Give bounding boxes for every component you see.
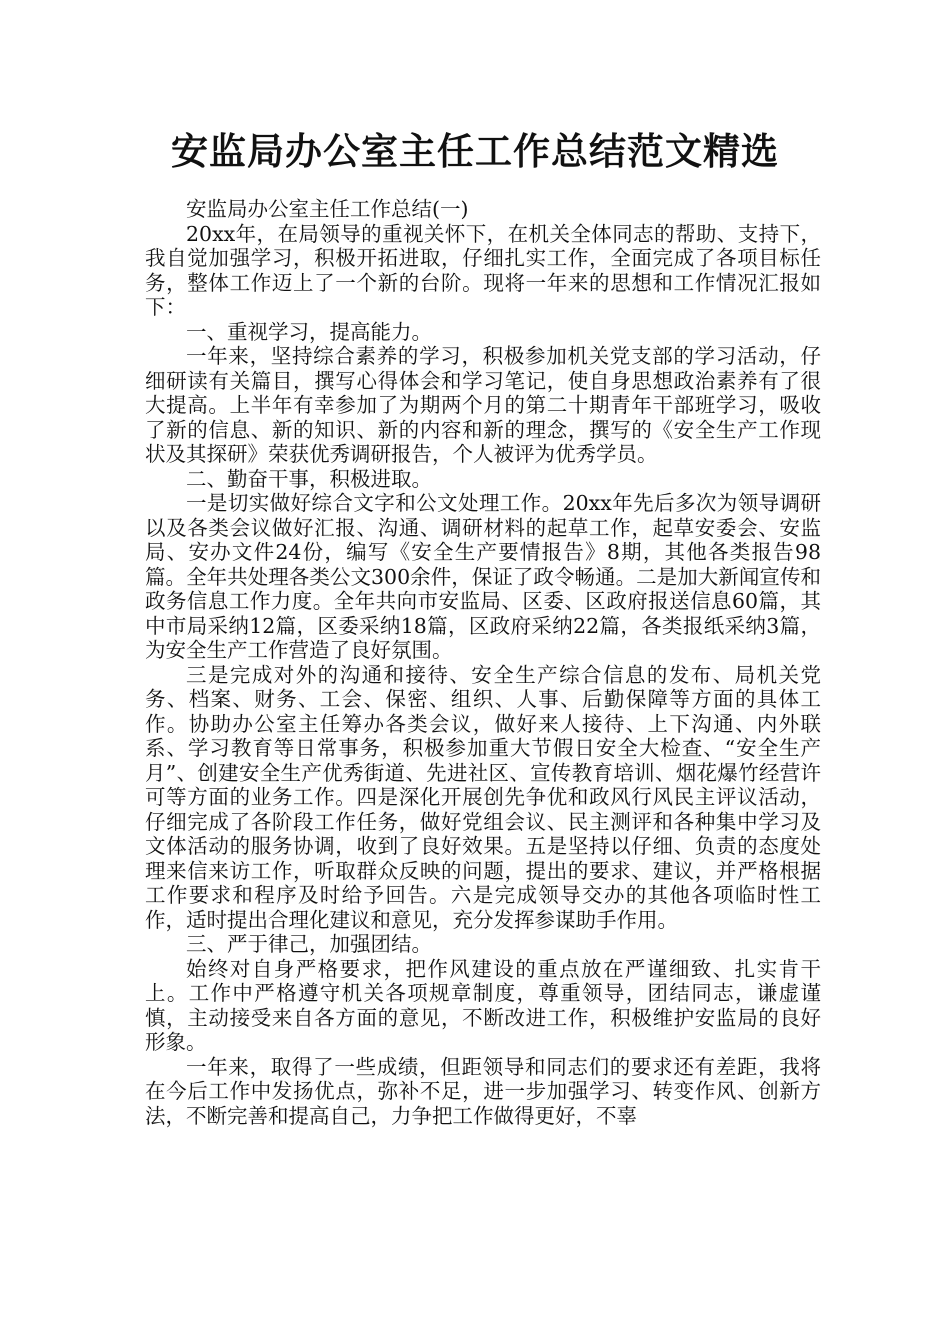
section-heading: 一、重视学习，提高能力。: [186, 319, 432, 344]
body-paragraph: 一是切实做好综合文字和公文处理工作。20xx年先后多次为领导调研以及各类会议做好汇报、沟通、调研材料的起草工作，起草安委会、安监局、安办文件24份，编写《安全生产要情报告》8期，其他各类报告98篇。全年共处理各类公文300余件，保证了政令畅通。二是加大新闻宣传和政务信息工作力度。全年共向市安监局、区委、区政府报送信息60篇，其中市局采纳12篇，区委采纳18篇，区政府采纳22篇，各类报纸采纳3篇，为安全生产工作营造了良好氛围。: [145, 491, 821, 662]
body-paragraph: 始终对自身严格要求，把作风建设的重点放在严谨细致、扎实肯干上。工作中严格遵守机关各项规章制度，尊重领导，团结同志，谦虚谨慎，主动接受来自各方面的意见，不断改进工作，积极维护安监局的良好形象。: [145, 956, 821, 1054]
document-body: [145, 197, 821, 1128]
body-paragraph: 三是完成对外的沟通和接待、安全生产综合信息的发布、局机关党务、档案、财务、工会、保密、组织、人事、后勤保障等方面的具体工作。协助办公室主任筹办各类会议，做好来人接待、上下沟通、内外联系、学习教育等日常事务，积极参加重大节假日安全大检查、“安全生产月”、创建安全生产优秀街道、先进社区、宣传教育培训、烟花爆竹经营许可等方面的业务工作。四是深化开展创先争优和政风行风民主评议活动，仔细完成了各阶段工作任务，做好党组会议、民主测评和各种集中学习及文体活动的服务协调，收到了良好效果。五是坚持以仔细、负责的态度处理来信来访工作，听取群众反映的问题，提出的要求、建议，并严格根据工作要求和程序及时给予回告。六是完成领导交办的其他各项临时性工作，适时提出合理化建议和意见，充分发挥参谋助手作用。: [145, 662, 821, 932]
document-title: 安监局办公室主任工作总结范文精选: [171, 130, 779, 173]
body-paragraph: 一年来，取得了一些成绩，但距领导和同志们的要求还有差距，我将在今后工作中发扬优点，弥补不足，进一步加强学习、转变作风、创新方法，不断完善和提高自己，力争把工作做得更好，不辜: [145, 1054, 821, 1128]
section-heading: 安监局办公室主任工作总结(一): [186, 197, 469, 221]
body-paragraph: 一年来，坚持综合素养的学习，积极参加机关党支部的学习活动，仔细研读有关篇目，撰写心得体会和学习笔记，使自身思想政治素养有了很大提高。上半年有幸参加了为期两个月的第二十期青年干部班学习，吸收了新的信息、新的知识、新的内容和新的理念，撰写的《安全生产工作现状及其探研》荣获优秀调研报告，个人被评为优秀学员。: [145, 344, 821, 466]
section-heading: 二、勤奋干事，积极进取。: [186, 466, 432, 491]
body-paragraph: 20xx年，在局领导的重视关怀下，在机关全体同志的帮助、支持下，我自觉加强学习，积极开拓进取，仔细扎实工作，全面完成了各项目标任务，整体工作迈上了一个新的台阶。现将一年来的思想和工作情况汇报如下：: [145, 221, 821, 319]
section-heading: 三、严于律己，加强团结。: [186, 932, 432, 956]
